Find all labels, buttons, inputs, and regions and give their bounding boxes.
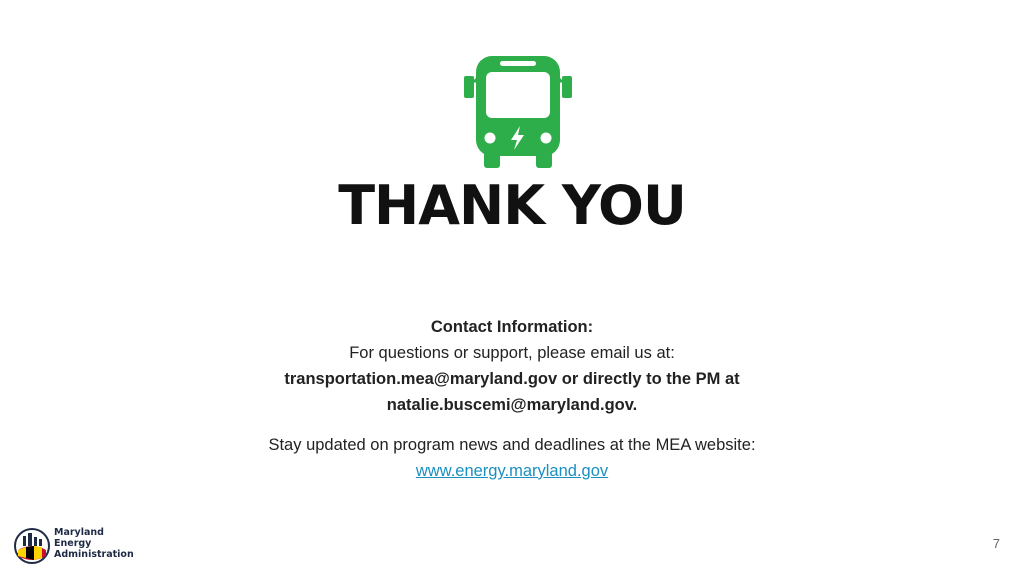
maryland-emblem-icon <box>14 528 50 564</box>
logo-text <box>54 527 134 560</box>
logo-line-3: Administration <box>54 549 134 560</box>
contact-information <box>0 314 1024 418</box>
mea-website-link[interactable]: www.energy.maryland.gov <box>415 462 609 480</box>
logo-line-1: Maryland <box>54 527 104 538</box>
contact-line-3: natalie.buscemi@maryland.gov. <box>386 396 638 414</box>
page-title: THANK YOU <box>338 174 686 237</box>
contact-line-2: transportation.mea@maryland.gov or directly to the PM at <box>284 370 740 388</box>
electric-bus-icon <box>464 52 572 170</box>
contact-line-1: For questions or support, please email us at: <box>349 344 675 362</box>
logo-line-2: Energy <box>54 538 92 549</box>
contact-heading: Contact Information: <box>430 318 594 336</box>
update-text: Stay updated on program news and deadlines at the MEA website: <box>268 436 756 454</box>
update-notice <box>0 432 1024 484</box>
page-number: 7 <box>992 536 1000 551</box>
maryland-energy-logo <box>14 526 134 566</box>
